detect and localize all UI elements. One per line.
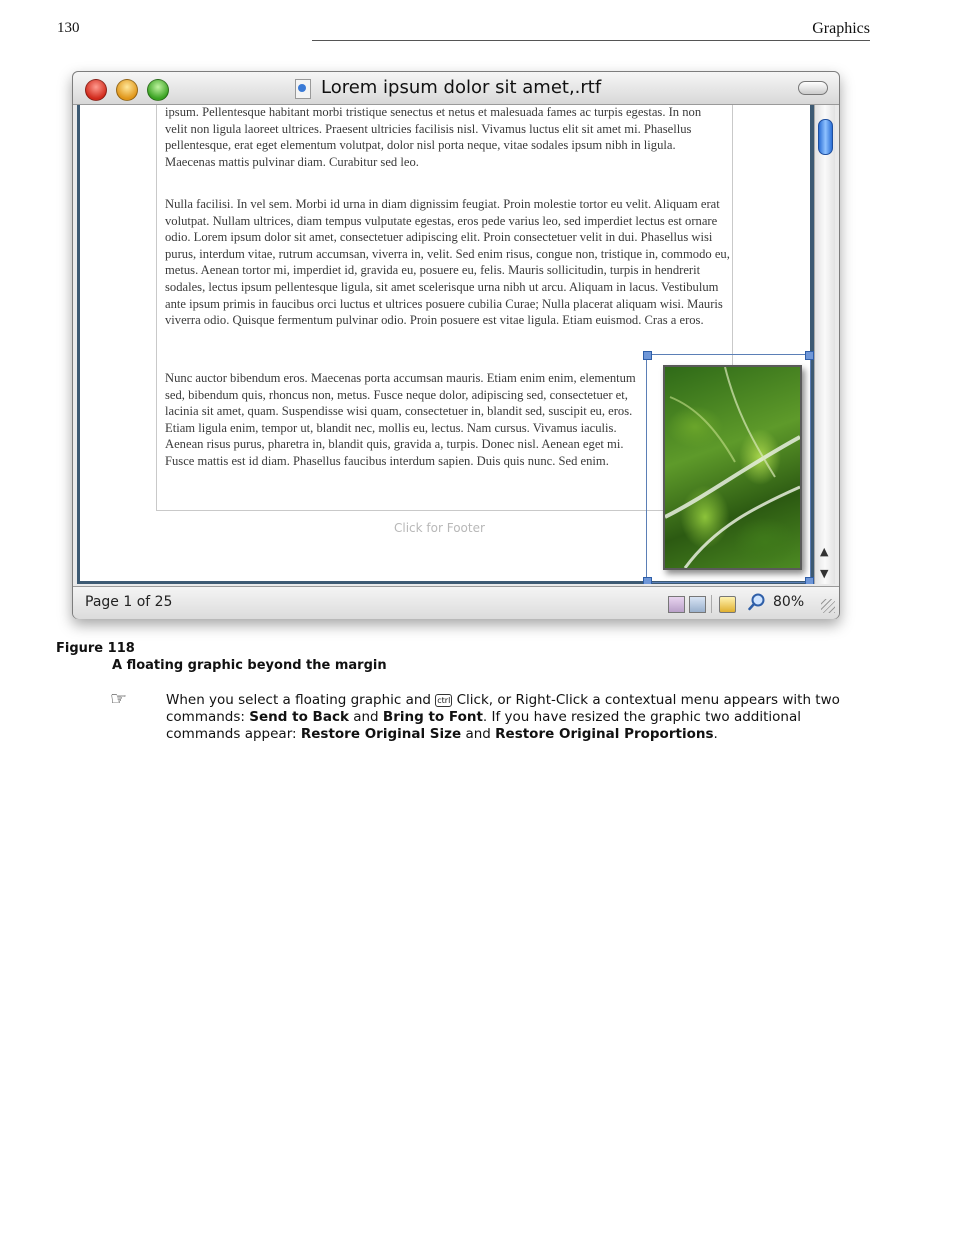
floating-graphic-selection[interactable]: [646, 354, 811, 583]
footer-placeholder[interactable]: Click for Footer: [394, 521, 485, 535]
title-bar[interactable]: [73, 72, 839, 105]
resize-grip-icon[interactable]: [821, 599, 835, 613]
toolbar-toggle-button[interactable]: [798, 81, 828, 95]
photo-grass-stems: [665, 367, 800, 568]
command-send-to-back: Send to Back: [249, 709, 349, 725]
clipboard-icon[interactable]: [719, 596, 736, 613]
note-text: .: [713, 726, 718, 742]
close-button[interactable]: [85, 79, 107, 101]
figure-number: Figure 118: [56, 641, 135, 656]
status-divider: [711, 595, 712, 613]
floating-plant-photo[interactable]: [663, 365, 802, 570]
command-bring-to-font: Bring to Font: [382, 709, 483, 725]
resize-handle-top-left[interactable]: [643, 351, 652, 360]
page-view-icon[interactable]: [689, 596, 706, 613]
scroll-up-arrow-icon[interactable]: ▲: [820, 545, 829, 558]
note-text: and: [461, 726, 496, 742]
note-text: Click, or Right-Click a contextual menu appears with two commands:: [166, 692, 840, 725]
figure-caption: A floating graphic beyond the margin: [112, 658, 387, 673]
page-layout-icon[interactable]: [668, 596, 685, 613]
rtf-document-icon[interactable]: [295, 79, 311, 99]
zoom-button[interactable]: [147, 79, 169, 101]
tip-note: [166, 692, 866, 743]
status-bar: [73, 586, 839, 619]
vertical-scrollbar[interactable]: [814, 105, 835, 584]
resize-handle-top-right[interactable]: [805, 351, 814, 360]
control-key-icon: ctrl: [437, 696, 451, 705]
page-count-status[interactable]: Page 1 of 25: [85, 594, 173, 610]
body-paragraph[interactable]: Nunc auctor bibendum eros. Maecenas porta accumsan mauris. Etiam enim enim, elementum sed, bibendum quis, rhoncus non, metus. Fusce neque dolor, adipiscing sed, consectetuer et, lacinia sit amet, quam. Suspendisse wisi quam, consectetuer in, blandit sed, suscipit eu, eros. Etiam ligula enim, tempor ut, blandit nec, mollis eu, lectus. Nam cursus. Vivamus iaculis. Aenean risus purus, pharetra in, blandit quis, gravida a, turpis. Donec nisl. Aenean eget mi. Fusce mattis est id diam. Phasellus faucibus interdum sapien. Duis quis nunc. Sed enim.: [165, 371, 636, 468]
resize-handle-bottom-right[interactable]: [805, 577, 814, 584]
zoom-level[interactable]: 80%: [773, 594, 805, 610]
page-sheet[interactable]: [80, 105, 810, 581]
scrollbar-thumb[interactable]: [818, 119, 833, 155]
note-text: When you select a floating graphic and: [166, 692, 436, 708]
body-paragraph[interactable]: Nulla facilisi. In vel sem. Morbi id urna in diam dignissim feugiat. Proin molestie tortor eu velit. Aliquam erat volutpat. Nullam ultrices, diam tempus vulputate egestas, eros pede varius leo, sed imperdiet lectus est ornare odio. Lorem ipsum dolor sit amet, consectetuer adipiscing elit. Proin consectetuer velit in dui. Phasellus wisi purus, interdum vitae, rutrum accumsan, viverra in, velit. Sed enim risus, congue non, tristique in, commodo eu, metus. Aenean tortor mi, imperdiet id, gravida eu, posuere eu, felis. Mauris sollicitudin, turpis in hendrerit sodales, lectus ipsum pellentesque ligula, sit amet scelerisque urna nibh ut arcu. Aliquam in lacus. Vestibulum ante ipsum primis in faucibus orci luctus et ultrices posuere cubilia Curae; Nulla placerat aliquam wisi. Mauris viverra odio. Quisque fermentum pulvinar odio. Proin posuere est vitae ligula. Etiam euismod. Cras a eros.: [165, 197, 730, 328]
document-window: [72, 71, 840, 619]
magnifier-icon[interactable]: [748, 593, 766, 611]
minimize-button[interactable]: [116, 79, 138, 101]
resize-handle-bottom-left[interactable]: [643, 577, 652, 584]
page-number: 130: [57, 20, 80, 36]
command-restore-original-size: Restore Original Size: [300, 726, 462, 742]
command-restore-original-proportions: Restore Original Proportions: [495, 726, 714, 742]
scroll-down-arrow-icon[interactable]: ▼: [820, 567, 829, 580]
header-rule: [312, 40, 870, 41]
note-text: and: [348, 709, 383, 725]
pointing-hand-icon: ☞: [110, 688, 128, 710]
window-title: Lorem ipsum dolor sit amet,.rtf: [321, 77, 602, 98]
document-view[interactable]: [77, 105, 814, 584]
running-header: Graphics: [812, 20, 870, 37]
note-text: . If you have resized the graphic two additional commands appear:: [166, 709, 801, 742]
body-paragraph[interactable]: ipsum. Pellentesque habitant morbi tristique senectus et netus et malesuada fames ac turpis egestas. In non velit non ligula laoreet ultrices. Praesent ultricies facilisis nisl. Vivamus luctus elit sit amet mi. Phasellus pellentesque, erat eget elementum volutpat, dolor nisl porta neque, vitae sodales ipsum nibh in ligula. Maecenas mattis pulvinar diam. Curabitur sed leo.: [165, 105, 702, 169]
